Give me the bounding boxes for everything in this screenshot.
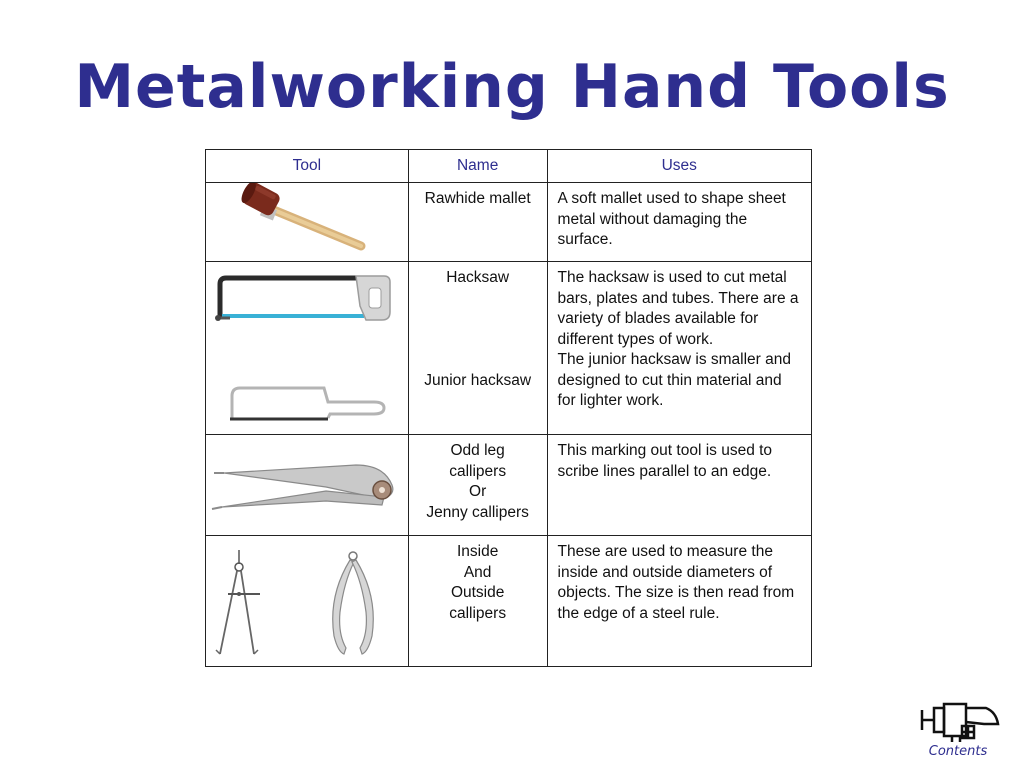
page-title: Metalworking Hand Tools	[74, 52, 950, 122]
odd-leg-callipers-icon	[206, 435, 406, 535]
table-row	[206, 262, 812, 435]
header-name: Name	[408, 150, 547, 183]
hacksaw-icon	[206, 262, 406, 432]
tool-uses: A soft mallet used to shape sheet metal without damaging the surface.	[547, 183, 811, 262]
mallet-icon	[206, 183, 406, 261]
junior-hacksaw-uses: The junior hacksaw is smaller and designed to cut thin material and for lighter work.	[557, 351, 791, 409]
table-header-row	[206, 150, 812, 183]
tool-uses: These are used to measure the inside and outside diameters of objects. The size is then read from the edge of a steel rule.	[547, 536, 811, 667]
tool-name: Inside And Outside callipers	[408, 536, 547, 667]
tools-table	[205, 149, 812, 667]
inside-outside-callipers-icon	[206, 536, 406, 664]
tool-uses: This marking out tool is used to scribe lines parallel to an edge.	[547, 435, 811, 536]
table-row	[206, 536, 812, 667]
tool-image-cell	[206, 262, 409, 435]
tool-uses	[547, 262, 811, 435]
hacksaw-uses: The hacksaw is used to cut metal bars, plates and tubes. There are a variety of blades available for different types of work.	[557, 269, 799, 348]
header-uses: Uses	[547, 150, 811, 183]
tool-name: Odd leg callipers Or Jenny callipers	[408, 435, 547, 536]
tool-image-cell	[206, 435, 409, 536]
table-row	[206, 435, 812, 536]
tool-image-cell	[206, 183, 409, 262]
contents-label[interactable]: Contents	[928, 744, 988, 759]
tool-image-cell	[206, 536, 409, 667]
tool-name	[408, 262, 547, 435]
vice-icon	[916, 702, 1000, 744]
header-tool: Tool	[206, 150, 409, 183]
hacksaw-name: Hacksaw	[446, 269, 510, 286]
tool-name: Rawhide mallet	[408, 183, 547, 262]
junior-hacksaw-name: Junior hacksaw	[424, 371, 532, 389]
table-row	[206, 183, 812, 262]
